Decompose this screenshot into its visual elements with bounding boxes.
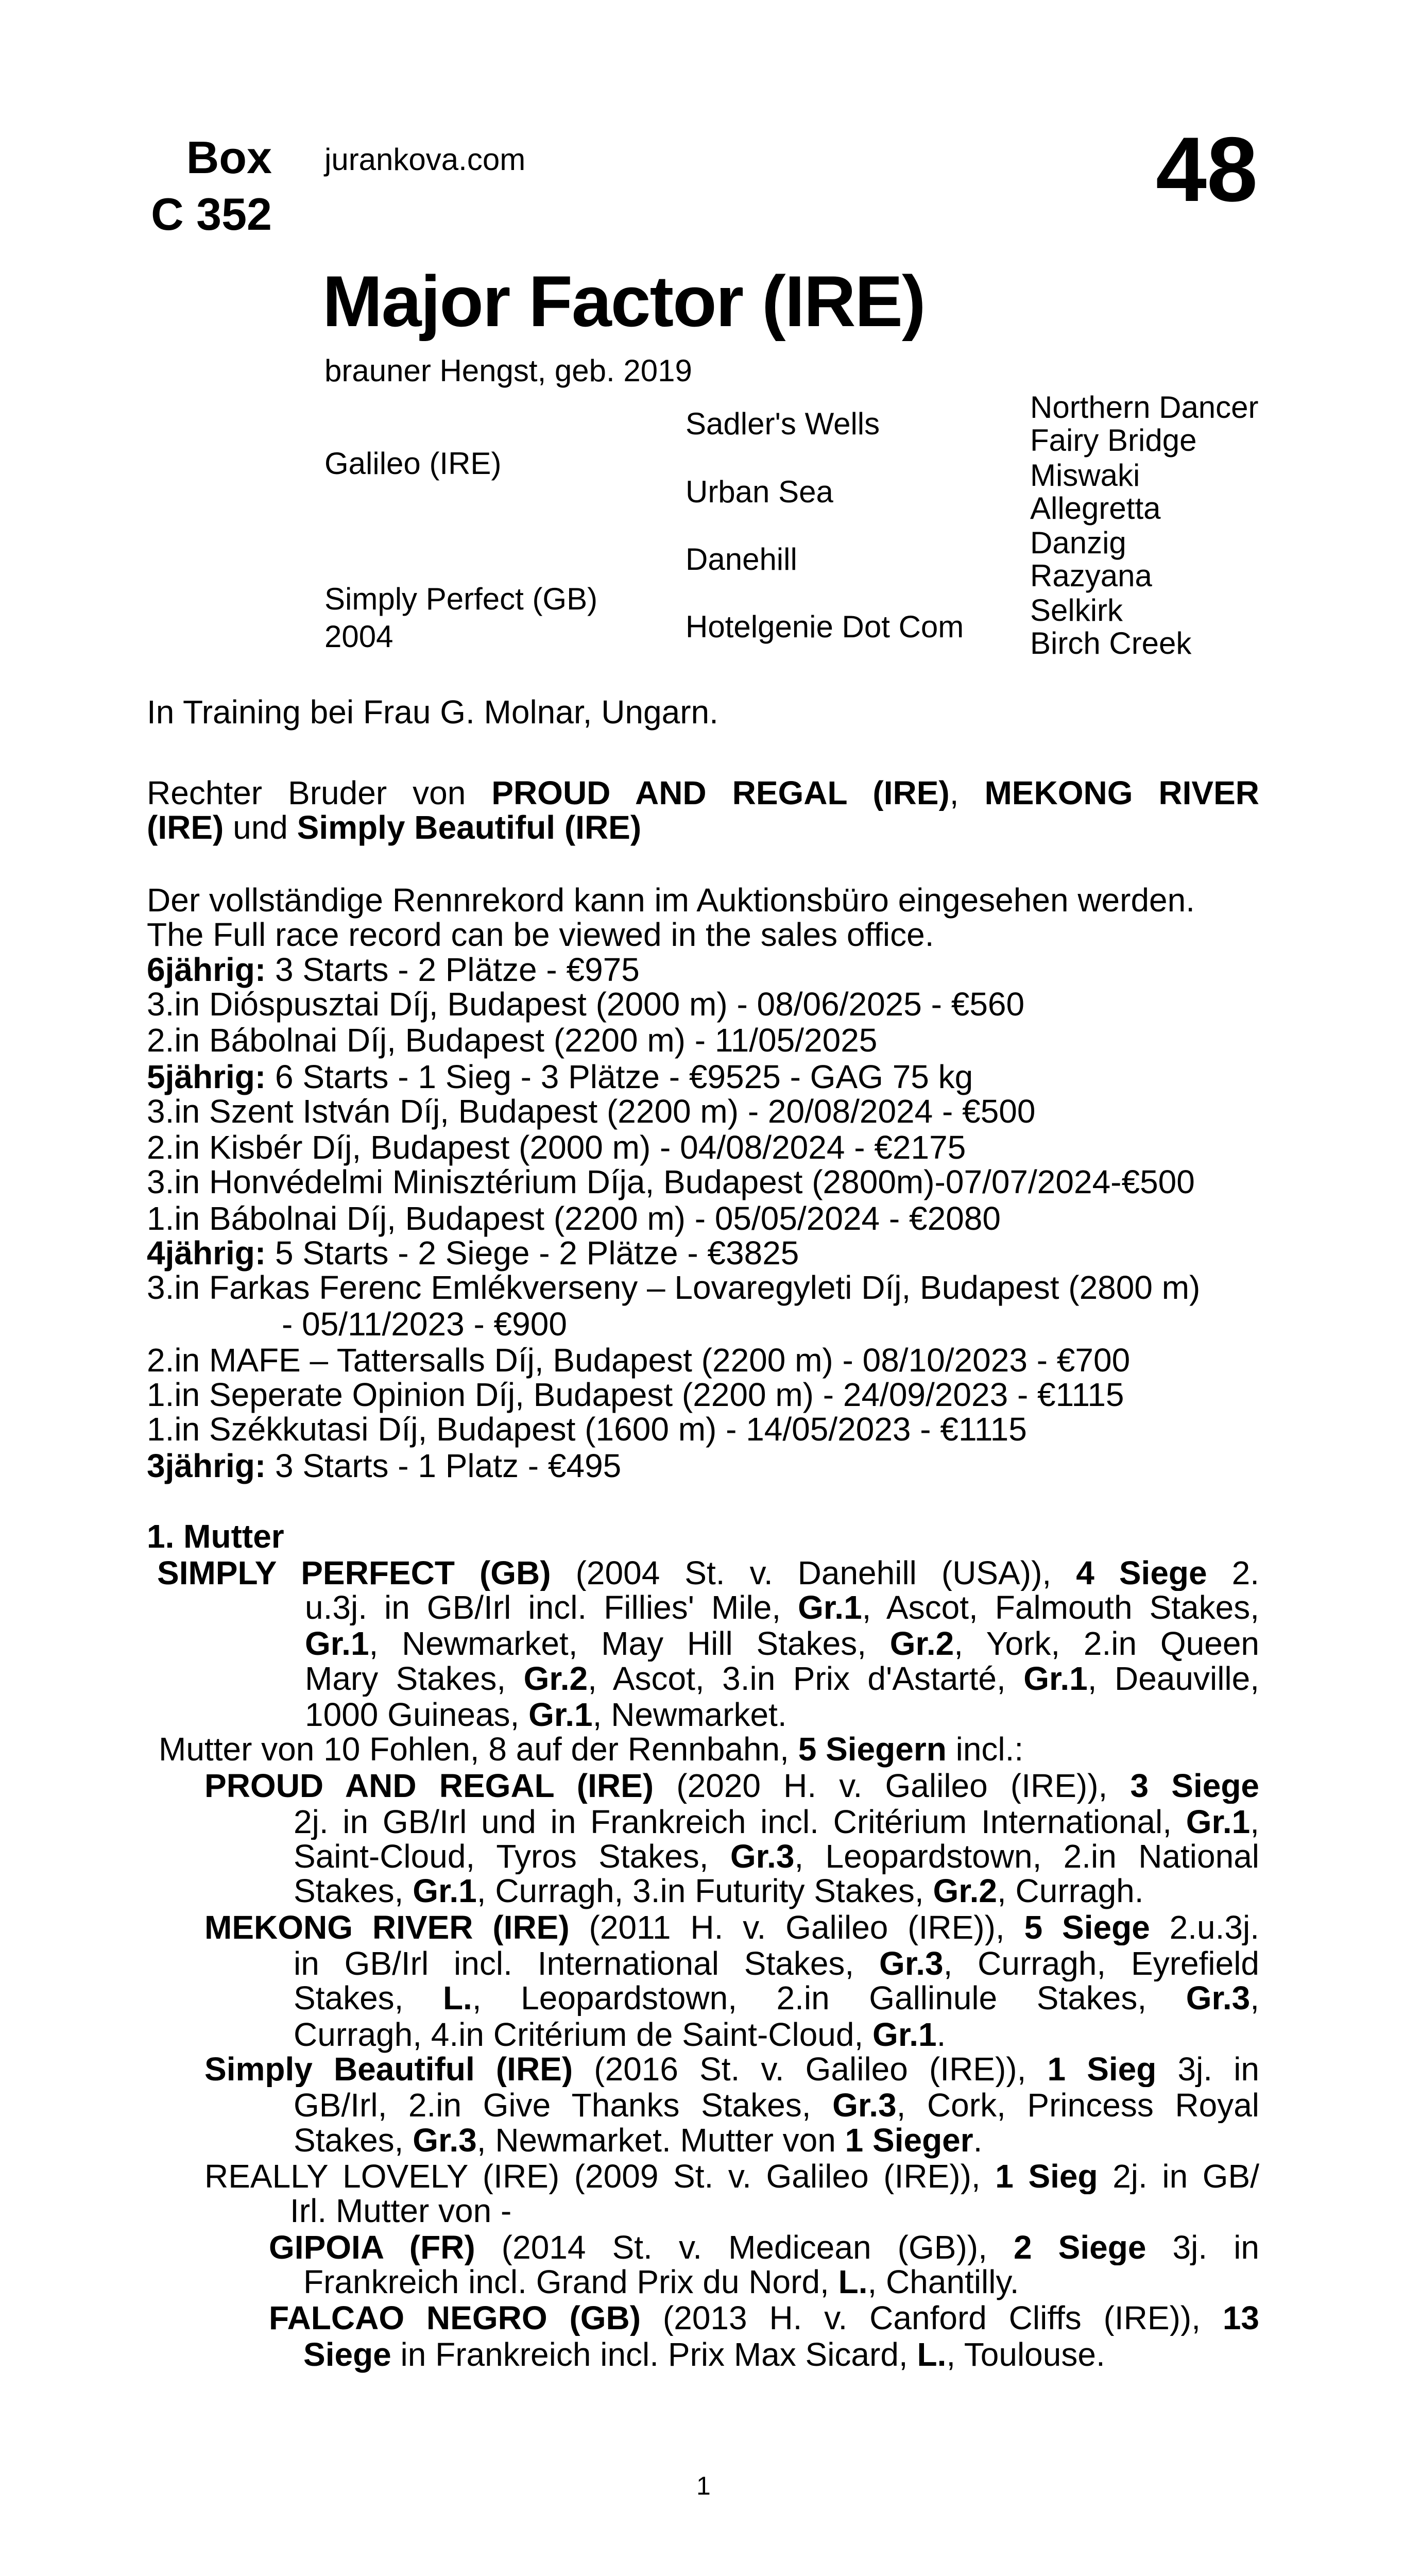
text-line	[147, 809, 641, 845]
pedigree-ggp-3: Miswaki	[1030, 458, 1140, 493]
text-line	[294, 1838, 1259, 1874]
text-line	[147, 1342, 1130, 1378]
text-segment: Stakes,	[294, 1872, 413, 1909]
text-line	[290, 2193, 511, 2229]
text-segment: (2004 St. v. Danehill (USA)),	[551, 1555, 1076, 1591]
bold-text: Gr.2	[889, 1625, 954, 1662]
text-segment: REALLY LOVELY (IRE) (2009 St. v. Galileo (IRE)),	[204, 2158, 996, 2194]
text-segment: ,	[949, 775, 985, 811]
pedigree-sire-dam: Urban Sea	[686, 474, 833, 509]
text-line	[147, 882, 1195, 918]
bold-text: Gr.1	[872, 2016, 937, 2053]
text-segment: 2j. in GB/Irl und in Frankreich incl. Critérium International,	[294, 1804, 1186, 1840]
text-segment: , Chantilly.	[867, 2263, 1019, 2300]
text-segment: (2016 St. v. Galileo (IRE)),	[573, 2051, 1048, 2087]
bold-text: 4 Siege	[1076, 1555, 1207, 1591]
bold-text: 6jährig:	[147, 951, 266, 988]
text-segment: , Newmarket. Mutter von	[476, 2122, 845, 2159]
lot-number: 48	[1156, 118, 1258, 221]
bold-text: 5jährig:	[147, 1058, 266, 1095]
text-segment: , Curragh.	[997, 1872, 1144, 1909]
text-line	[147, 1129, 966, 1165]
text-segment: u.3j. in GB/Irl incl. Fillies' Mile,	[305, 1589, 798, 1625]
text-segment: (2013 H. v. Canford Cliffs (IRE)),	[641, 2300, 1223, 2336]
text-segment: , Ascot, Falmouth Stakes,	[862, 1589, 1259, 1625]
text-segment: incl.:	[946, 1731, 1024, 1768]
text-line	[305, 1660, 1259, 1697]
bold-text: 4jährig:	[147, 1234, 266, 1272]
bold-text: 1. Mutter	[147, 1518, 284, 1555]
text-line	[147, 694, 718, 730]
bold-text: Gr.2	[523, 1660, 588, 1697]
text-line	[157, 1555, 1259, 1591]
text-segment: 3.in Dióspusztai Díj, Budapest (2000 m) - 08/06/2025 - €560	[147, 986, 1025, 1023]
bold-text: Gr.1	[528, 1696, 593, 1733]
bold-text: Gr.2	[933, 1872, 997, 1909]
bold-text: Gr.3	[879, 1945, 944, 1981]
text-segment: 3 Starts - 1 Platz - €495	[266, 1447, 622, 1484]
bold-text: GIPOIA (FR)	[269, 2229, 475, 2265]
text-segment: Rechter Bruder von	[147, 775, 492, 811]
text-line	[303, 2264, 1019, 2300]
text-line	[305, 1589, 1259, 1625]
horse-description: brauner Hengst, geb. 2019	[324, 353, 692, 388]
text-segment: 1000 Guineas,	[305, 1696, 529, 1733]
bold-text: Gr.1	[1186, 1804, 1251, 1840]
bold-text: 5 Siegern	[798, 1731, 947, 1768]
bold-text: MEKONG RIVER (IRE)	[204, 1909, 570, 1945]
text-segment: 3 Starts - 2 Plätze - €975	[266, 951, 640, 988]
bold-text: FALCAO NEGRO (GB)	[269, 2300, 641, 2336]
text-segment: in Frankreich incl. Prix Max Sicard,	[391, 2336, 917, 2373]
bold-text: 1 Sieger	[845, 2122, 973, 2159]
text-segment: 2.in MAFE – Tattersalls Díj, Budapest (2200 m) - 08/10/2023 - €700	[147, 1342, 1131, 1379]
website-link[interactable]: jurankova.com	[324, 142, 526, 177]
pedigree-ggp-8: Birch Creek	[1030, 626, 1192, 660]
pedigree-sire: Galileo (IRE)	[324, 446, 502, 481]
text-segment: 6 Starts - 1 Sieg - 3 Plätze - €9525 - GAG 75 kg	[266, 1058, 973, 1095]
text-line	[147, 1269, 1200, 1306]
text-segment: , Newmarket.	[592, 1696, 787, 1733]
text-line	[147, 1377, 1124, 1413]
text-segment: 1.in Székkutasi Díj, Budapest (1600 m) - 14/05/2023 - €1115	[147, 1411, 1027, 1448]
bold-text: Gr.3	[413, 2122, 477, 2159]
pedigree-dam-dam: Hotelgenie Dot Com	[686, 609, 964, 644]
text-line	[147, 1448, 621, 1484]
text-line	[282, 1306, 567, 1342]
text-segment: - 05/11/2023 - €900	[282, 1306, 567, 1343]
text-segment: , Ascot, 3.in Prix d'Astarté,	[588, 1660, 1024, 1697]
bold-text: Gr.3	[832, 2087, 897, 2123]
text-segment: 3.in Farkas Ferenc Emlékverseny – Lovaregyleti Díj, Budapest (2800 m)	[147, 1269, 1201, 1306]
text-line	[147, 1200, 1001, 1236]
text-line	[147, 1518, 284, 1554]
bold-text: 3 Siege	[1130, 1768, 1259, 1804]
text-segment: Stakes,	[294, 1980, 443, 2016]
pedigree-sire-sire: Sadler's Wells	[686, 406, 880, 441]
bold-text: Simply Beautiful (IRE)	[297, 809, 642, 846]
text-segment: in GB/Irl incl. International Stakes,	[294, 1945, 880, 1981]
text-segment: Mutter von 10 Fohlen, 8 auf der Rennbahn,	[159, 1731, 798, 1768]
bold-text: Gr.1	[798, 1589, 862, 1625]
text-line	[204, 2158, 1259, 2194]
bold-text: Gr.1	[305, 1625, 369, 1662]
text-segment: 3j. in	[1146, 2229, 1259, 2265]
text-line	[147, 1164, 1195, 1200]
text-segment: (2014 St. v. Medicean (GB)),	[475, 2229, 1014, 2265]
text-line	[159, 1731, 1023, 1767]
bold-text: 3jährig:	[147, 1447, 266, 1484]
text-line	[294, 1945, 1259, 1981]
text-line	[269, 2300, 1259, 2336]
box-number: C 352	[151, 189, 272, 240]
text-segment: 1.in Seperate Opinion Díj, Budapest (2200 m) - 24/09/2023 - €1115	[147, 1376, 1124, 1413]
text-line	[147, 1093, 1035, 1129]
text-line	[294, 1804, 1259, 1840]
text-segment: GB/Irl, 2.in Give Thanks Stakes,	[294, 2087, 833, 2123]
text-line	[147, 1059, 973, 1095]
bold-text: (IRE)	[147, 809, 224, 846]
text-segment: Mary Stakes,	[305, 1660, 524, 1697]
bold-text: Gr.1	[413, 1872, 477, 1909]
text-segment: (2011 H. v. Galileo (IRE)),	[569, 1909, 1024, 1945]
text-line	[305, 1697, 787, 1733]
text-segment: , Deauville,	[1087, 1660, 1259, 1697]
text-segment: Frankreich incl. Grand Prix du Nord,	[303, 2263, 838, 2300]
pedigree-dam: Simply Perfect (GB)	[324, 582, 598, 616]
text-line	[294, 1980, 1259, 2016]
bold-text: 2 Siege	[1013, 2229, 1146, 2265]
pedigree-dam-sire: Danehill	[686, 542, 797, 577]
text-line	[147, 952, 640, 988]
bold-text: Gr.3	[1186, 1980, 1251, 2016]
text-segment: In Training bei Frau G. Molnar, Ungarn.	[147, 693, 718, 731]
text-segment: , Leopardstown, 2.in Gallinule Stakes,	[472, 1980, 1186, 2016]
text-line	[303, 2336, 1105, 2372]
bold-text: L.	[442, 1980, 472, 2016]
text-segment: ,	[1250, 1804, 1259, 1840]
bold-text: 5 Siege	[1024, 1909, 1150, 1945]
horse-name: Major Factor (IRE)	[322, 261, 925, 342]
text-segment: 2.in Kisbér Díj, Budapest (2000 m) - 04/08/2024 - €2175	[147, 1129, 966, 1166]
bold-text: 1 Sieg	[995, 2158, 1098, 2194]
text-line	[147, 775, 1259, 811]
bold-text: Gr.1	[1023, 1660, 1088, 1697]
text-segment: und	[224, 809, 297, 846]
bold-text: SIMPLY PERFECT (GB)	[157, 1555, 551, 1591]
bold-text: MEKONG RIVER	[984, 775, 1259, 811]
text-segment: 1.in Bábolnai Díj, Budapest (2200 m) - 05/05/2024 - €2080	[147, 1200, 1001, 1237]
text-segment: 2.u.3j.	[1150, 1909, 1259, 1945]
text-segment: , Toulouse.	[946, 2336, 1105, 2373]
pedigree-ggp-7: Selkirk	[1030, 593, 1123, 628]
bold-text: Simply Beautiful (IRE)	[204, 2051, 573, 2087]
text-line	[147, 917, 934, 953]
text-segment: 5 Starts - 2 Siege - 2 Plätze - €3825	[266, 1234, 799, 1272]
text-segment: , Leopardstown, 2.in National	[794, 1838, 1259, 1874]
text-line	[294, 2016, 946, 2053]
text-segment: Curragh, 4.in Critérium de Saint-Cloud,	[294, 2016, 873, 2053]
text-segment: Stakes,	[294, 2122, 413, 2159]
pedigree-dam-year: 2004	[324, 619, 393, 654]
page-number: 1	[696, 2471, 711, 2500]
text-segment: , Curragh, 3.in Futurity Stakes,	[476, 1872, 933, 1909]
text-line	[269, 2229, 1259, 2265]
text-segment: , Cork, Princess Royal	[896, 2087, 1259, 2123]
text-line	[294, 2122, 982, 2158]
text-segment: 2.	[1207, 1555, 1259, 1591]
box-label: Box	[186, 132, 272, 183]
text-segment: 3.in Szent István Díj, Budapest (2200 m) - 20/08/2024 - €500	[147, 1093, 1036, 1130]
text-line	[147, 1235, 799, 1271]
text-line	[204, 1768, 1259, 1804]
text-line	[147, 986, 1024, 1022]
bold-text: Gr.3	[730, 1838, 795, 1874]
text-line	[305, 1625, 1259, 1662]
pedigree-ggp-6: Razyana	[1030, 558, 1152, 593]
text-line	[147, 1411, 1027, 1447]
text-segment: 2j. in GB/	[1098, 2158, 1259, 2194]
text-segment: .	[936, 2016, 946, 2053]
text-segment: Saint-Cloud, Tyros Stakes,	[294, 1838, 730, 1874]
pedigree-ggp-2: Fairy Bridge	[1030, 423, 1197, 457]
bold-text: PROUD AND REGAL (IRE)	[491, 775, 950, 811]
text-line	[204, 2051, 1259, 2087]
bold-text: PROUD AND REGAL (IRE)	[204, 1768, 654, 1804]
bold-text: L.	[917, 2336, 947, 2373]
bold-text: L.	[838, 2263, 868, 2300]
pedigree-ggp-4: Allegretta	[1030, 491, 1161, 526]
bold-text: Siege	[303, 2336, 391, 2373]
text-segment: The Full race record can be viewed in the sales office.	[147, 916, 934, 953]
text-segment: Der vollständige Rennrekord kann im Auktionsbüro eingesehen werden.	[147, 882, 1195, 919]
bold-text: 13	[1222, 2300, 1259, 2336]
text-segment: , Curragh, Eyrefield	[943, 1945, 1259, 1981]
text-segment: , York, 2.in Queen	[954, 1625, 1259, 1662]
pedigree-ggp-5: Danzig	[1030, 526, 1126, 560]
text-line	[204, 1909, 1259, 1945]
text-segment: , Newmarket, May Hill Stakes,	[369, 1625, 890, 1662]
text-segment: .	[973, 2122, 983, 2159]
text-segment: 3.in Honvédelmi Minisztérium Díja, Budapest (2800m)-07/07/2024-€500	[147, 1163, 1195, 1200]
text-segment: Irl. Mutter von -	[290, 2192, 512, 2229]
pedigree-ggp-1: Northern Dancer	[1030, 390, 1259, 425]
text-segment: 3j. in	[1156, 2051, 1259, 2087]
text-line	[294, 2087, 1259, 2123]
text-segment: (2020 H. v. Galileo (IRE)),	[654, 1768, 1131, 1804]
text-line	[294, 1873, 1144, 1909]
text-line	[147, 1022, 877, 1058]
text-segment: ,	[1250, 1980, 1259, 2016]
bold-text: 1 Sieg	[1047, 2051, 1157, 2087]
text-segment: 2.in Bábolnai Díj, Budapest (2200 m) - 11/05/2025	[147, 1022, 878, 1059]
